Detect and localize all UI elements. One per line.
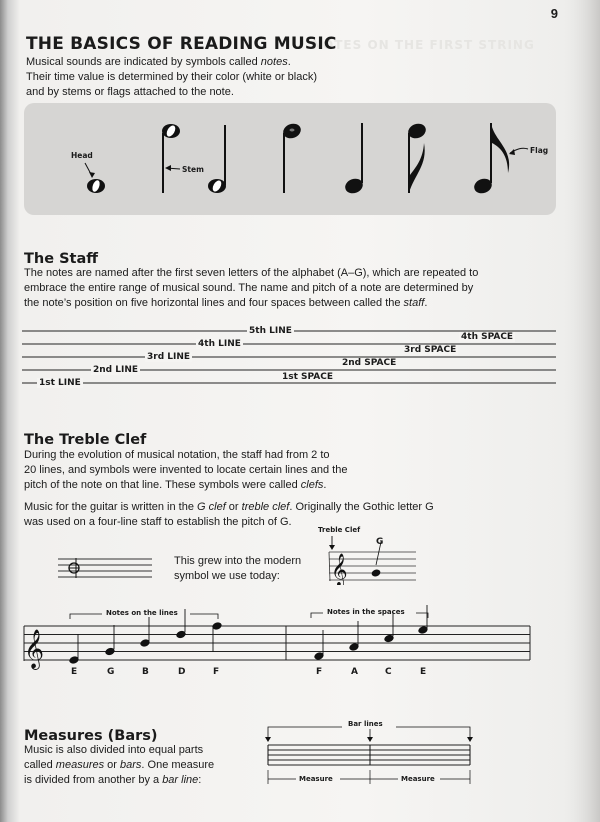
gothic-g-staff xyxy=(58,556,154,580)
treble-clef-icon: 𝄞 xyxy=(24,629,45,669)
half-note-stem-icon xyxy=(162,124,180,193)
space-note-name-e: E xyxy=(420,667,427,677)
grew-text: This grew into the modern symbol we use today: xyxy=(174,555,302,582)
half-note-icon xyxy=(208,125,226,193)
measures-diagram xyxy=(260,722,480,794)
stem-label: Stem xyxy=(182,165,204,174)
notes-on-lines-label: Notes on the lines xyxy=(106,609,178,617)
line-note-name-d: D xyxy=(178,667,186,677)
line-note-name-b: B xyxy=(142,667,149,677)
quarter-note-icon xyxy=(343,123,365,196)
line2-label: 2nd LINE xyxy=(93,365,139,375)
page-title: THE BASICS OF READING MUSIC xyxy=(26,34,337,54)
eighth-note-stem-down-icon xyxy=(406,121,428,193)
eighth-note-icon xyxy=(472,123,509,196)
flag-label: Flag xyxy=(530,146,549,155)
notes-in-spaces-label: Notes in the spaces xyxy=(327,608,405,616)
measures-paragraph: Music is also divided into equal parts called measures or bars. One measure is divided from another by a bar line: xyxy=(24,744,215,786)
space-note-name-f: F xyxy=(316,667,323,677)
page-edge-shadow xyxy=(560,0,600,822)
space1-label: 1st SPACE xyxy=(282,372,334,382)
line1-label: 1st LINE xyxy=(39,378,81,388)
intro-paragraph: Musical sounds are indicated by symbols called notes. Their time value is determined by their color (white or black) and by stems or flags attached to the note. xyxy=(26,56,318,98)
g-label: G xyxy=(376,537,384,547)
measure-label-1: Measure xyxy=(299,775,333,783)
staff-paragraph: The notes are named after the first seven letters of the alphabet (A–G), which are repeated to embrace the entire range of musical sound. The name and pitch of a note are determined by the note’s position on five horizontal lines and four spaces between called the staff. xyxy=(24,267,479,309)
note-diagram xyxy=(24,103,556,215)
line-note-name-e: E xyxy=(71,667,78,677)
line5-label: 5th LINE xyxy=(249,326,292,336)
background-heading: NOTES ON THE FIRST STRING xyxy=(312,38,535,52)
space2-label: 2nd SPACE xyxy=(342,358,397,368)
line-note-name-f: F xyxy=(213,667,220,677)
bar-lines-label: Bar lines xyxy=(348,720,383,728)
treble-clef-icon: 𝄞 xyxy=(331,553,348,585)
whole-note-icon xyxy=(87,179,105,193)
measure-label-2: Measure xyxy=(401,775,435,783)
lines-spaces-staff xyxy=(0,605,600,670)
treble-paragraph-1: During the evolution of musical notation, the staff had from 2 to 20 lines, and symbols were invented to locate certain lines and the pitch of the note on that line. These symbols were called clefs. xyxy=(24,449,348,491)
space4-label: 4th SPACE xyxy=(461,332,514,342)
space3-label: 3rd SPACE xyxy=(404,345,457,355)
g-note-icon xyxy=(371,568,382,577)
line4-label: 4th LINE xyxy=(198,339,241,349)
line-note-name-g: G xyxy=(107,667,115,677)
line3-label: 3rd LINE xyxy=(147,352,191,362)
quarter-note-stem-down-icon xyxy=(281,121,303,193)
measures-heading: Measures (Bars) xyxy=(24,728,158,744)
page-number: 9 xyxy=(550,6,558,21)
space-note-name-c: C xyxy=(385,667,392,677)
space-note-name-a: A xyxy=(351,667,358,677)
head-label: Head xyxy=(71,151,93,160)
treble-clef-heading: The Treble Clef xyxy=(24,432,147,448)
staff-heading: The Staff xyxy=(24,251,99,267)
modern-treble-staff xyxy=(310,535,420,585)
treble-clef-label: Treble Clef xyxy=(318,526,361,534)
treble-paragraph-2: Music for the guitar is written in the G clef or treble clef. Originally the Gothic letter G was used on a four-line staff to establish the pitch of G. xyxy=(24,501,434,528)
